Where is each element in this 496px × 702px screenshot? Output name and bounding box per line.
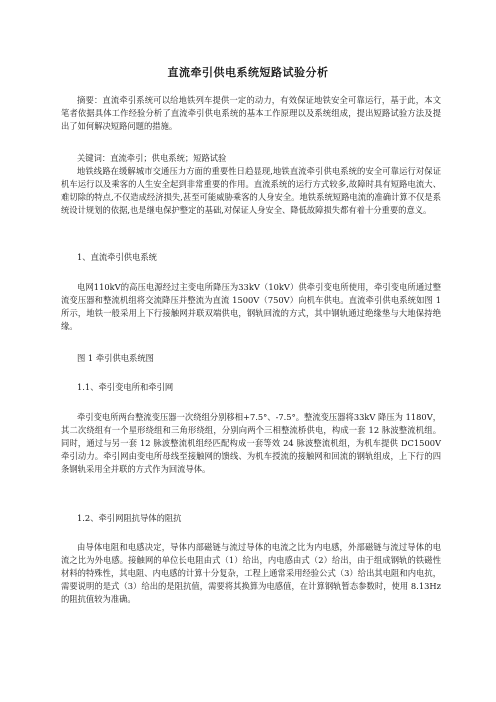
section-heading: 1、直流牵引供电系统: [77, 252, 157, 262]
keywords-line: 关键词：直流牵引；供电系统；短路试验: [77, 153, 227, 163]
page-title: 直流牵引供电系统短路试验分析: [167, 66, 329, 79]
figure-caption: 图 1 牵引供电系统图: [77, 353, 154, 363]
section-body: 由导体电阻和电感决定，导体内部磁链与流过导体的电流之比为内电感，外部磁链与流过导体的电流之比为外电感。接触网的单位长电阻由式（1）给出，内电感由式（2）给出，由于组成钢轨的铁磁性材料的特殊性，其电阻、内电感的计算十分复杂，工程上通常采用经验公式（3）给出其电阻和内电抗，需要说明的是式（3）给出的是阻抗值，需要将其换算为电感值，在计算钢轨暂态参数时，使用 8.13Hz 的阻抗值较为准确。: [61, 542, 441, 604]
abstract-paragraph: 摘要：直流牵引系统可以给地铁列车提供一定的动力，有效保证地铁安全可靠运行，基于此，本文笔者依据具体工作经验分析了直流牵引供电系统的基本工作原理以及系统组成，提出短路试验方法及提出了如何解决短路问题的措施。: [61, 95, 441, 131]
section-body: 牵引变电所两台整流变压器一次绕组分别移相+7.5°、-7.5°。整流变压器将33kV 降压为 1180V，其二次绕组有一个星形绕组和三角形绕组，分别向两个三相整流桥供电，构成一套 12 脉波整流机组。同时，通过与另一套 12 脉波整流机组经匹配构成一套等效 24 脉波整流机组，为机车提供 DC1500V 牵引动力。牵引网由变电所母线至接触网的馈线、为机车授流的接触网和回流的钢轨组成，上下行的四条钢轨采用全并联的方式作为回流导体。: [61, 412, 441, 474]
intro-paragraph: 地铁线路在缓解城市交通压力方面的重要性日趋显现,地铁直流牵引供电系统的安全可靠运行对保证机车运行以及乘客的人生安全起到非常重要的作用。直流系统的运行方式较多,故障时具有短路电流大、难切除的特点,不仅造成经济损失,甚至可能威胁乘客的人身安全。地铁系统短路电流的准确计算不仅是系统设计规划的依据,也是继电保护整定的基础,对保证人身安全、降低故障损失都有着十分重要的意义。: [61, 166, 441, 215]
section-heading: 1.2、牵引网阻抗导体的阻抗: [77, 513, 182, 523]
section-body: 电网110kV的高压电源经过主变电所降压为33kV（10kV）供牵引变电所使用，牵引变电所通过整流变压器和整流机组将交流降压并整流为直流 1500V（750V）向机车供电。直流牵引供电系统如图 1 所示，地铁一般采用上下行接触网并联双端供电，钢轨回流的方式，其中钢轨通过绝缘垫与大地保持绝缘。: [61, 282, 441, 331]
section-heading: 1.1、牵引变电所和牵引网: [77, 382, 174, 392]
